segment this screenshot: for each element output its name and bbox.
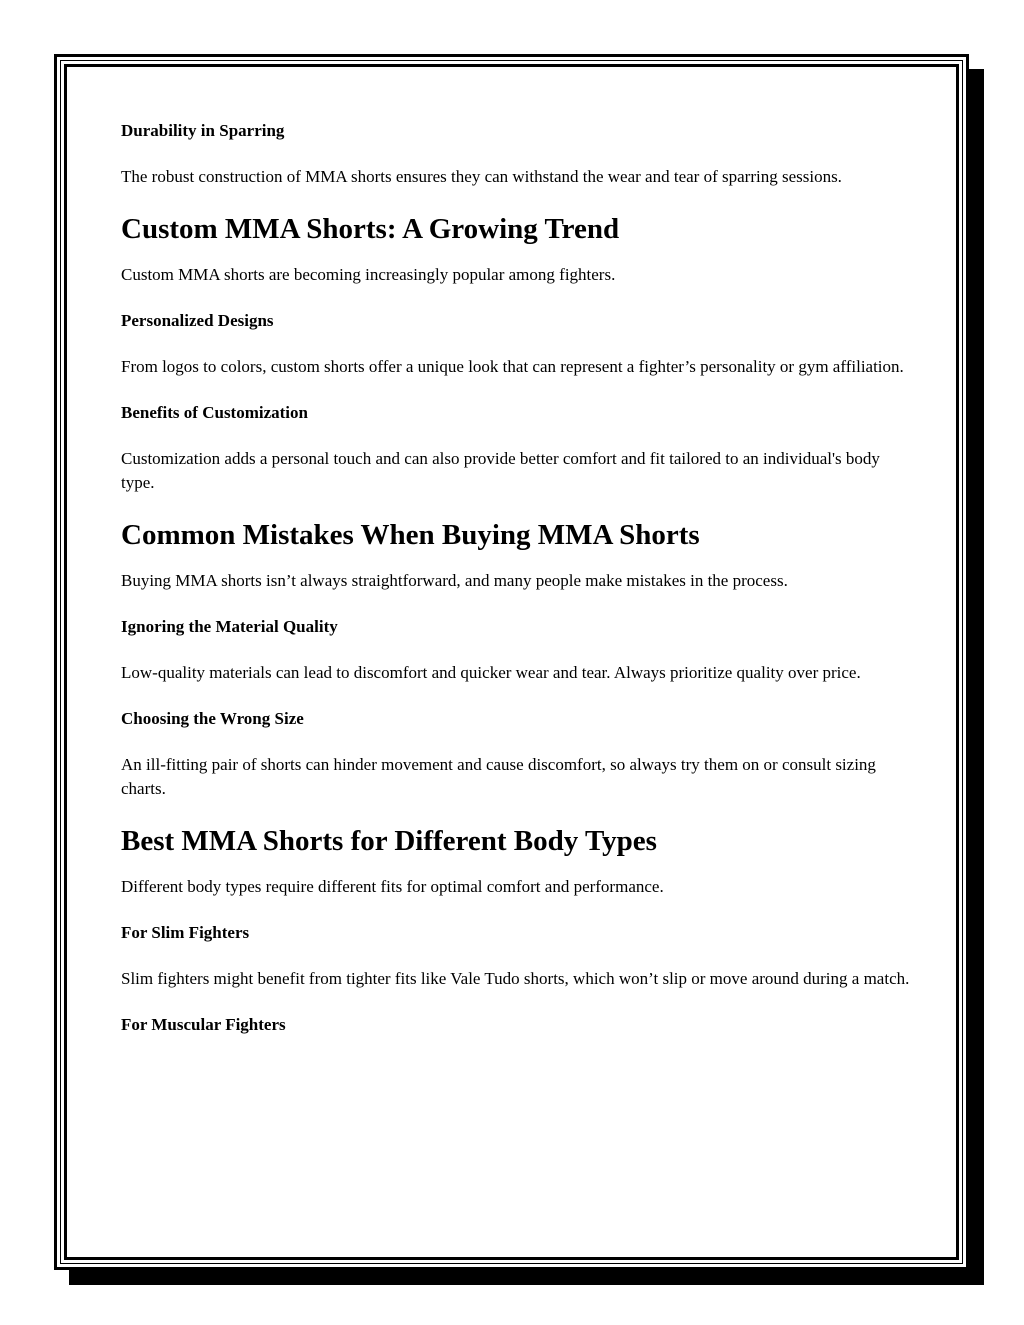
paragraph-material-quality: Low-quality materials can lead to discomfort and quicker wear and tear. Always prioritize quality over price. <box>121 663 861 682</box>
paragraph-slim-fighters: Slim fighters might benefit from tighter fits like Vale Tudo shorts, which won’t slip or move around during a match. <box>121 969 910 988</box>
heading-custom-mma-shorts: Custom MMA Shorts: A Growing Trend <box>121 213 620 245</box>
paragraph-benefits-of-customization: Customization adds a personal touch and can also provide better comfort and fit tailored to an individual's body type. <box>121 449 880 492</box>
paragraph-wrong-size: An ill-fitting pair of shorts can hinder movement and cause discomfort, so always try them on or consult sizing charts. <box>121 755 876 798</box>
paragraph-body-types-intro: Different body types require different fits for optimal comfort and performance. <box>121 877 664 896</box>
subheading-slim-fighters: For Slim Fighters <box>121 923 250 942</box>
paragraph-durability: The robust construction of MMA shorts ensures they can withstand the wear and tear of sparring sessions. <box>121 167 842 186</box>
paragraph-common-mistakes-intro: Buying MMA shorts isn’t always straightforward, and many people make mistakes in the process. <box>121 571 788 590</box>
subheading-personalized-designs: Personalized Designs <box>121 311 274 330</box>
paragraph-custom-intro: Custom MMA shorts are becoming increasingly popular among fighters. <box>121 265 616 284</box>
document-body <box>121 119 911 1059</box>
heading-common-mistakes: Common Mistakes When Buying MMA Shorts <box>121 519 700 551</box>
subheading-ignoring-material-quality: Ignoring the Material Quality <box>121 617 338 636</box>
subheading-muscular-fighters: For Muscular Fighters <box>121 1015 286 1034</box>
heading-best-shorts-body-types: Best MMA Shorts for Different Body Types <box>121 825 657 857</box>
subheading-choosing-wrong-size: Choosing the Wrong Size <box>121 709 304 728</box>
subheading-durability-in-sparring: Durability in Sparring <box>121 121 285 140</box>
subheading-benefits-of-customization: Benefits of Customization <box>121 403 308 422</box>
paragraph-personalized-designs: From logos to colors, custom shorts offer a unique look that can represent a fighter’s personality or gym affiliation. <box>121 357 904 376</box>
